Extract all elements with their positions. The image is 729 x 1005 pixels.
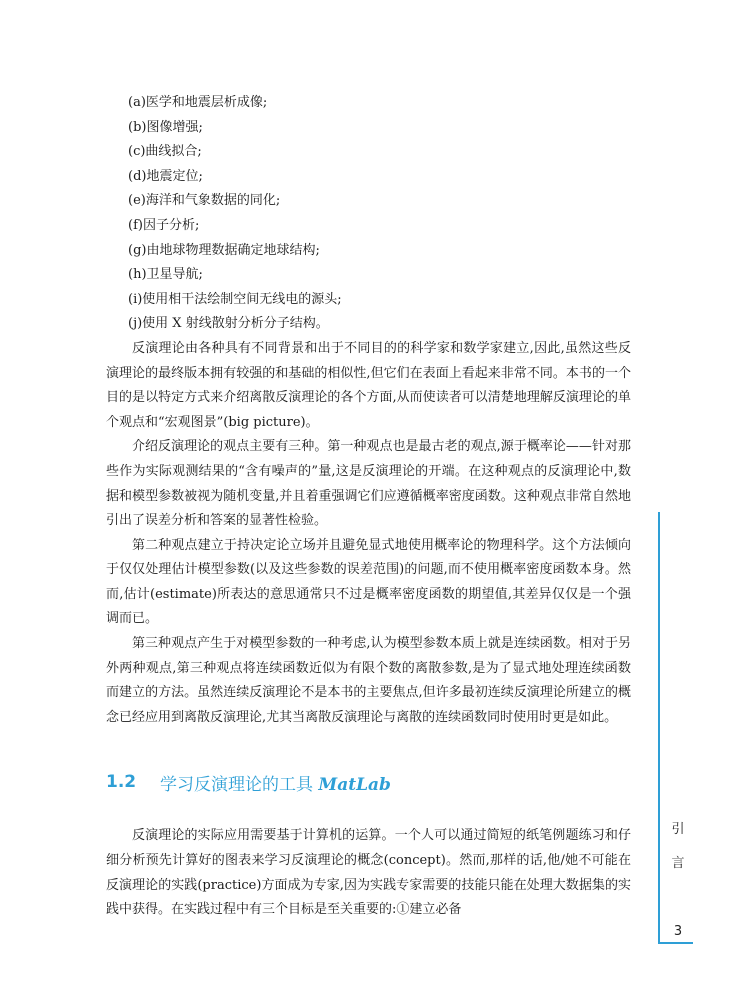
list-item: (c)曲线拟合; xyxy=(128,144,202,160)
list-item: (f)因子分析; xyxy=(128,217,200,233)
chapter-tab-char: 言 xyxy=(671,856,685,871)
section-title xyxy=(160,770,391,795)
list-item: (h)卫星导航; xyxy=(128,267,203,283)
list-item: (i)使用相干法绘制空间无线电的源头; xyxy=(128,291,342,307)
list-item: (b)图像增强; xyxy=(128,119,203,135)
section-title-zh: 学习反演理论的工具 xyxy=(160,774,319,795)
paragraph: 第三种观点产生于对模型参数的一种考虑,认为模型参数本质上就是连续函数。相对于另外两种观点,第三种观点将连续函数近似为有限个数的离散参数,是为了显式地处理连续函数而建立的方法。虽然连续反演理论不是本书的主要焦点,但许多最初连续反演理论所建立的概念已经应用到离散反演理论,尤其当离散反演理论与离散的连续函数同时使用时更是如此。 xyxy=(106,636,631,725)
list-item: (a)医学和地震层析成像; xyxy=(128,95,268,110)
list-item: (d)地震定位; xyxy=(128,168,203,184)
list-item: (g)由地球物理数据确定地球结构; xyxy=(128,242,320,258)
list-item: (j)使用 X 射线散射分析分子结构。 xyxy=(128,316,329,332)
section-title-en: MatLab xyxy=(318,774,391,795)
paragraph: 介绍反演理论的观点主要有三种。第一种观点也是最古老的观点,源于概率论——针对那些作为实际观测结果的“含有噪声的”量,这是反演理论的开端。在这种观点的反演理论中,数据和模型参数被视为随机变量,并且着重强调它们应遵循概率密度函数。这种观点非常自然地引出了误差分析和答案的显著性检验。 xyxy=(106,439,631,529)
margin-rule-foot xyxy=(658,942,693,944)
chapter-tab-char: 引 xyxy=(671,822,685,837)
section-heading xyxy=(106,752,631,812)
application-list xyxy=(106,91,631,337)
page-number: 3 xyxy=(673,924,683,939)
margin-rule xyxy=(658,512,660,942)
paragraph: 反演理论由各种具有不同背景和出于不同目的的科学家和数学家建立,因此,虽然这些反演理论的最终版本拥有较强的和基础的相似性,但它们在表面上看起来非常不同。本书的一个目的是以特定方式来介绍离散反演理论的各个方面,从而使读者可以清楚地理解反演理论的单个观点和“宏观图景”(big picture)。 xyxy=(106,340,631,430)
section-number: 1.2 xyxy=(106,772,137,793)
paragraph: 反演理论的实际应用需要基于计算机的运算。一个人可以通过简短的纸笔例题练习和仔细分析预先计算好的图表来学习反演理论的概念(concept)。然而,那样的话,他/她不可能在反演理论的实践(practice)方面成为专家,因为实践专家需要的技能只能在处理大数据集的实践中获得。在实践过程中有三个目标是至关重要的:①建立必备 xyxy=(106,828,631,918)
paragraph: 第二种观点建立于持决定论立场并且避免显式地使用概率论的物理科学。这个方法倾向于仅仅处理估计模型参数(以及这些参数的误差范围)的问题,而不使用概率密度函数本身。然而,估计(estimate)所表达的意思通常只不过是概率密度函数的期望值,其差异仅仅是一个强调而已。 xyxy=(106,537,631,627)
list-item: (e)海洋和气象数据的同化; xyxy=(128,193,281,209)
page-body xyxy=(106,91,631,923)
